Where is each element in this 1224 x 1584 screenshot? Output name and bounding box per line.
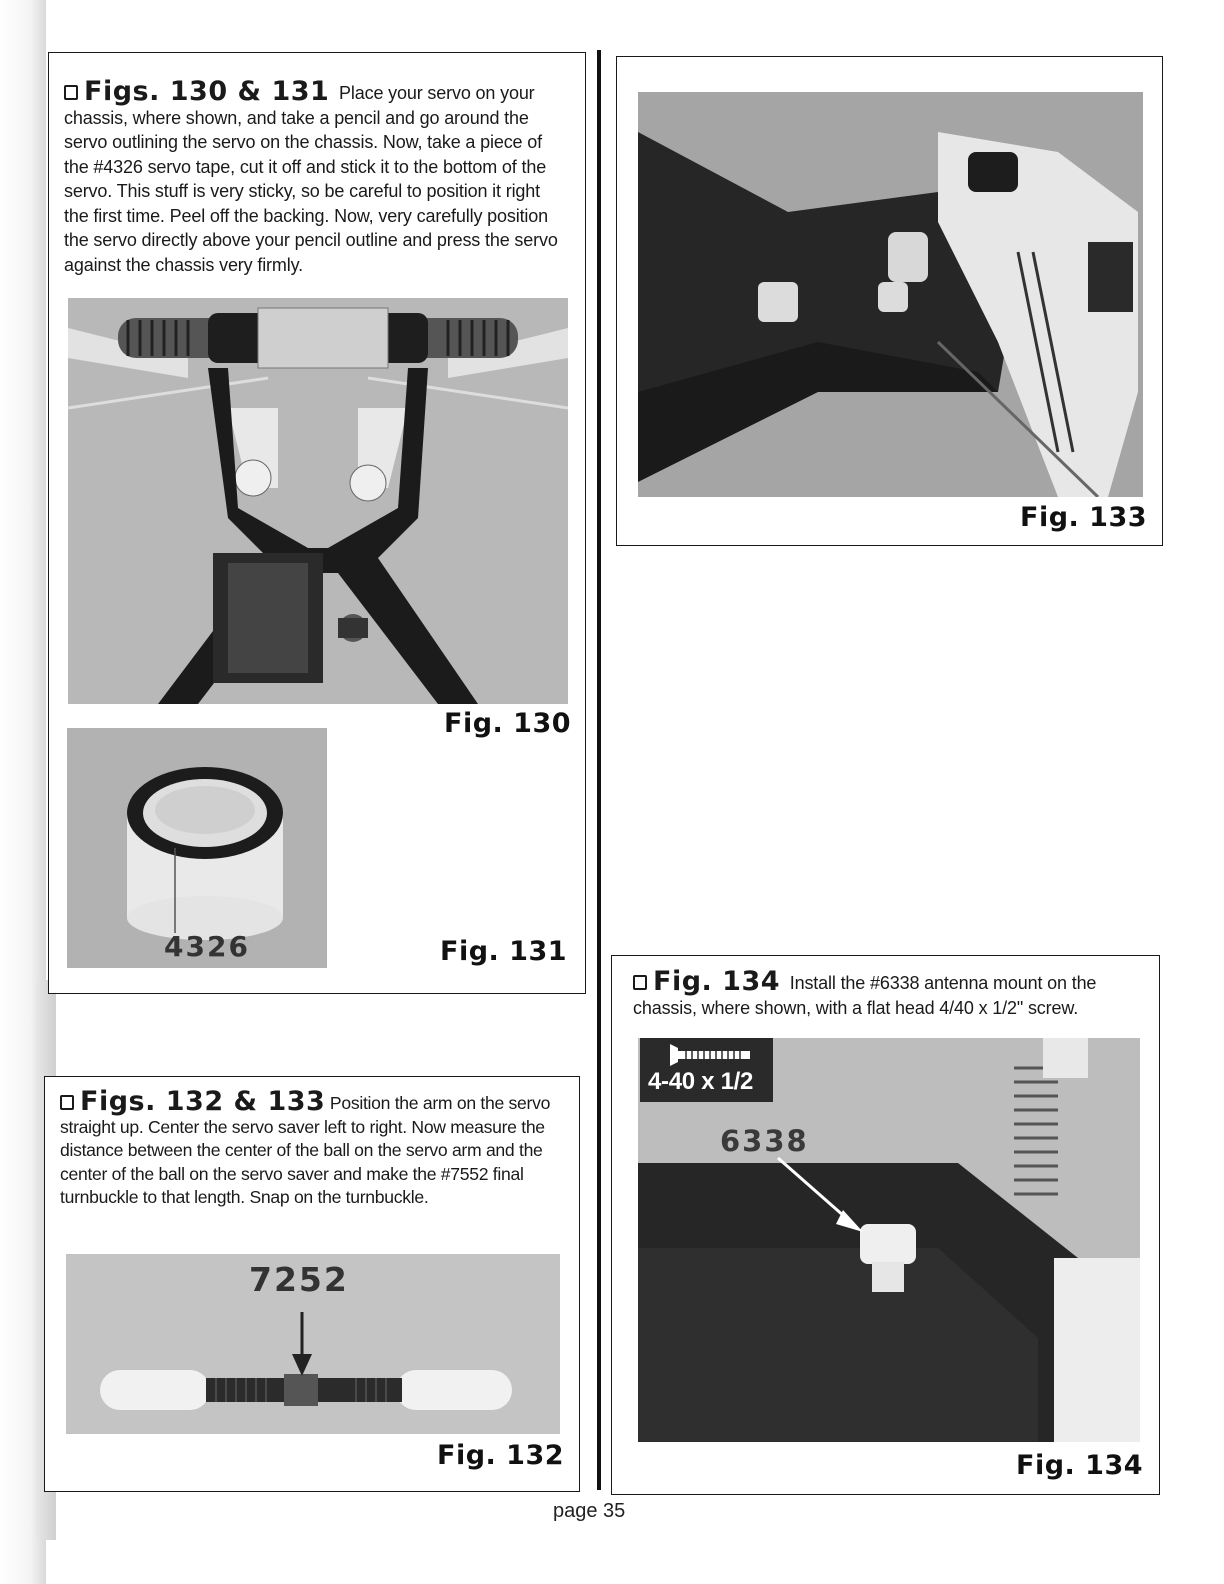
fig-131-label: Fig. 131 bbox=[440, 936, 568, 967]
chassis-servo-illustration bbox=[68, 298, 568, 704]
checkbox-icon[interactable] bbox=[64, 85, 78, 100]
section-instructions: Position the arm on the servo straight up. Center the servo saver left to right. Now measure the distance between the center of the ball on the servo arm and the center of the ball on the servo saver and make the #7552 final turnbuckle to that length. Snap on the turnbuckle. bbox=[60, 1093, 551, 1207]
section-lead: Fig. 134 bbox=[653, 966, 781, 997]
section-instructions: Place your servo on your chassis, where shown, and take a pencil and go around the servo outlining the servo on the chassis. Now, take a piece of the #4326 servo tape, cut it off and stick it to the bottom of the servo. This stuff is very sticky, so be careful to position it right the first time. Peel off the backing. Now, very carefully position the servo directly above your pencil outline and press the servo against the chassis very firmly. bbox=[64, 83, 558, 275]
fig-133-label: Fig. 133 bbox=[1020, 502, 1148, 533]
section-lead: Figs. 132 & 133 bbox=[80, 1086, 326, 1117]
part-number-7252: 7252 bbox=[249, 1260, 349, 1299]
heading-figs-130-131 bbox=[64, 76, 568, 277]
screw-spec-tag bbox=[640, 1038, 773, 1102]
fig-134-label: Fig. 134 bbox=[1016, 1450, 1144, 1481]
heading-fig-134 bbox=[633, 966, 1147, 1020]
column-divider bbox=[597, 50, 601, 1490]
heading-figs-132-133 bbox=[60, 1086, 564, 1210]
screw-spec-text: 4-40 x 1/2 bbox=[648, 1068, 754, 1095]
screw-icon bbox=[670, 1044, 750, 1066]
part-number-6338: 6338 bbox=[720, 1124, 809, 1158]
page-number: page 35 bbox=[553, 1500, 626, 1522]
chassis-side-view-illustration bbox=[638, 92, 1143, 497]
part-number-4326: 4326 bbox=[164, 930, 250, 963]
fig-132-label: Fig. 132 bbox=[437, 1440, 565, 1471]
section-lead: Figs. 130 & 131 bbox=[84, 76, 330, 107]
section-instructions: Install the #6338 antenna mount on the chassis, where shown, with a flat head 4/40 x 1/2" screw. bbox=[633, 973, 1097, 1018]
photo-fig-130 bbox=[68, 298, 568, 704]
fig-130-label: Fig. 130 bbox=[444, 708, 572, 739]
photo-fig-133 bbox=[638, 92, 1143, 497]
checkbox-icon[interactable] bbox=[633, 975, 647, 990]
checkbox-icon[interactable] bbox=[60, 1095, 74, 1110]
